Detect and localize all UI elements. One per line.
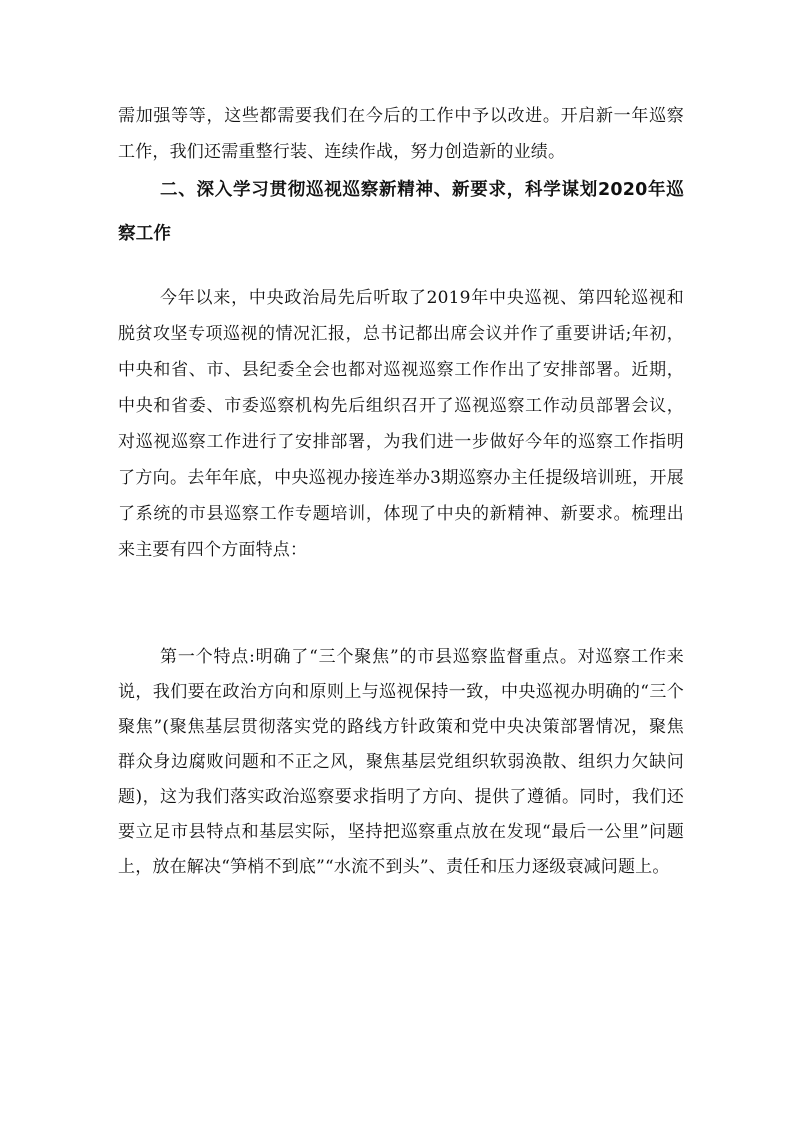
body-paragraph-1: 今年以来，中央政治局先后听取了2019年中央巡视、第四轮巡视和脱贫攻坚专项巡视的情况汇报，总书记都出席会议并作了重要讲话;年初，中央和省、市、县纪委全会也都对巡视巡察工作作出了安排部署。近期，中央和省委、市委巡察机构先后组织召开了巡视巡察工作动员部署会议，对巡视巡察工作进行了安排部署，为我们进一步做好今年的巡察工作指明了方向。去年年底，中央巡视办接连举办3期巡察办主任提级培训班，开展了系统的市县巡察工作专题培训，体现了中央的新精神、新要求。梳理出来主要有四个方面特点：	[118, 288, 684, 560]
section-heading: 二、深入学习贯彻巡视巡察新精神、新要求，科学谋划2020年巡察工作	[118, 180, 684, 244]
body-paragraph-2: 第一个特点:明确了“三个聚焦”的市县巡察监督重点。对巡察工作来说，我们要在政治方向和原则上与巡视保持一致，中央巡视办明确的“三个聚焦”(聚焦基层贯彻落实党的路线方针政策和党中央决策部署情况，聚焦群众身边腐败问题和不正之风，聚焦基层党组织软弱涣散、组织力欠缺问题)，这为我们落实政治巡察要求指明了方向、提供了遵循。同时，我们还要立足市县特点和基层实际，坚持把巡察重点放在发现“最后一公里”问题上，放在解决“笋梢不到底”“水流不到头”、责任和压力逐级衰减问题上。	[118, 647, 684, 877]
continued-paragraph: 需加强等等，这些都需要我们在今后的工作中予以改进。开启新一年巡察工作，我们还需重整行装、连续作战，努力创造新的业绩。	[118, 106, 684, 162]
